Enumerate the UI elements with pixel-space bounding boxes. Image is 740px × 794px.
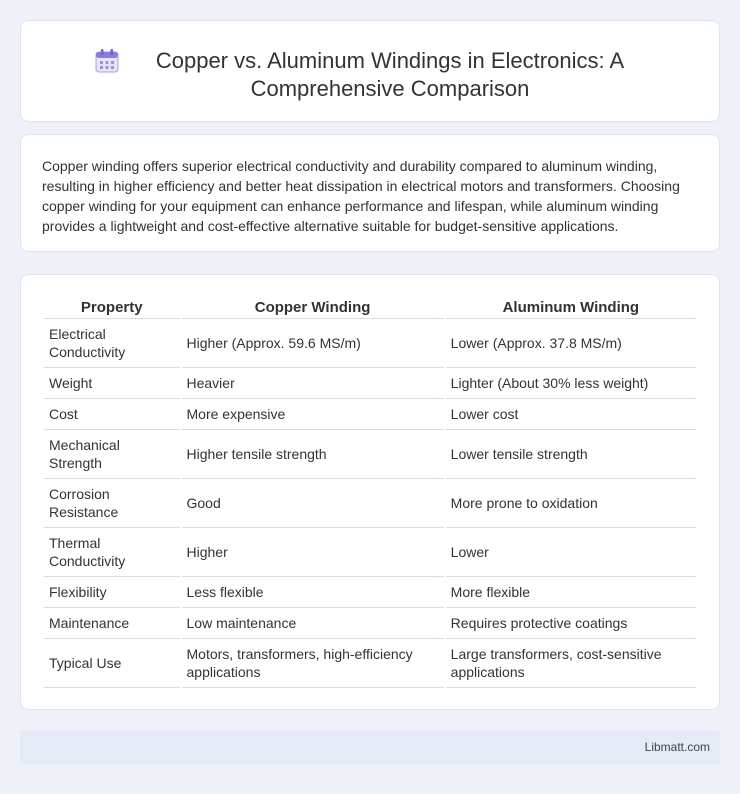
cell-property: Weight (44, 368, 180, 399)
title-card (20, 20, 720, 122)
table-row (44, 639, 696, 688)
cell-property: Cost (44, 399, 180, 430)
table-row (44, 577, 696, 608)
cell-aluminum: More flexible (446, 577, 696, 608)
table-row (44, 479, 696, 528)
cell-property: Mechanical Strength (44, 430, 180, 479)
cell-copper: Low maintenance (182, 608, 444, 639)
cell-property: Typical Use (44, 639, 180, 688)
table-row (44, 399, 696, 430)
table-row (44, 319, 696, 368)
cell-property: Corrosion Resistance (44, 479, 180, 528)
cell-copper: Heavier (182, 368, 444, 399)
table-row (44, 430, 696, 479)
header-property: Property (44, 294, 180, 319)
cell-aluminum: Requires protective coatings (446, 608, 696, 639)
cell-property: Flexibility (44, 577, 180, 608)
cell-aluminum: Lower cost (446, 399, 696, 430)
header-aluminum: Aluminum Winding (446, 294, 696, 319)
cell-copper: Higher (Approx. 59.6 MS/m) (182, 319, 444, 368)
table-row (44, 368, 696, 399)
cell-copper: Motors, transformers, high-efficiency applications (182, 639, 444, 688)
table-row (44, 608, 696, 639)
footer-site-link[interactable]: Libmatt.com (644, 740, 710, 754)
intro-card (20, 134, 720, 252)
cell-aluminum: Lighter (About 30% less weight) (446, 368, 696, 399)
page-title: Copper vs. Aluminum Windings in Electronics: A Comprehensive Comparison (155, 48, 625, 101)
cell-aluminum: Lower (Approx. 37.8 MS/m) (446, 319, 696, 368)
cell-copper: Higher (182, 528, 444, 577)
cell-property: Maintenance (44, 608, 180, 639)
table-row (44, 528, 696, 577)
cell-copper: Higher tensile strength (182, 430, 444, 479)
comparison-table (42, 294, 698, 688)
cell-property: Electrical Conductivity (44, 319, 180, 368)
cell-aluminum: More prone to oxidation (446, 479, 696, 528)
cell-copper: Good (182, 479, 444, 528)
cell-aluminum: Lower tensile strength (446, 430, 696, 479)
cell-aluminum: Lower (446, 528, 696, 577)
table-header-row (44, 294, 696, 319)
header-copper: Copper Winding (182, 294, 444, 319)
intro-paragraph: Copper winding offers superior electrical conductivity and durability compared to aluminum winding, resulting in higher efficiency and better heat dissipation in electrical motors and transformers. Choosing copper winding for your equipment can enhance performance and lifespan, while aluminum winding provides a lightweight and cost-effective alternative suitable for budget-sensitive applications. (42, 158, 680, 234)
cell-copper: More expensive (182, 399, 444, 430)
footer-bar (20, 730, 720, 764)
comparison-card (20, 274, 720, 710)
cell-copper: Less flexible (182, 577, 444, 608)
cell-property: Thermal Conductivity (44, 528, 180, 577)
cell-aluminum: Large transformers, cost-sensitive applications (446, 639, 696, 688)
